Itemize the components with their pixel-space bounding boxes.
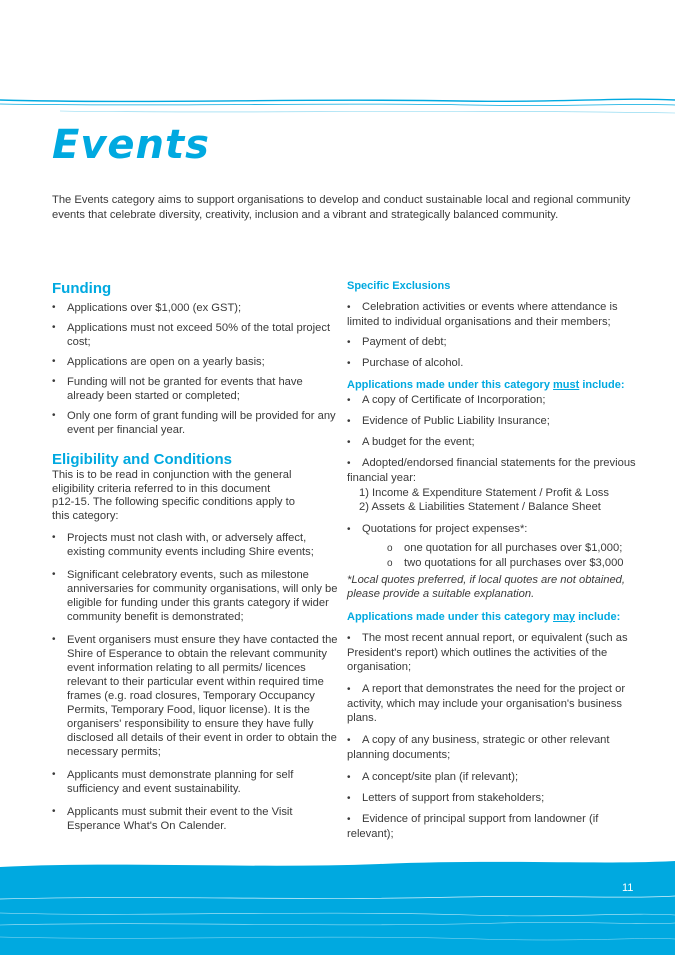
left-column	[52, 280, 342, 839]
eligibility-list	[52, 531, 342, 833]
bullet: •	[347, 416, 351, 427]
list-item-text: two quotations for all purchases over $3,000	[404, 557, 624, 569]
list-item-text: Evidence of Public Liability Insurance;	[362, 415, 550, 427]
funding-heading: Funding	[52, 280, 112, 297]
list-item-text: Purchase of alcohol.	[362, 357, 464, 369]
list-item	[347, 335, 637, 350]
bullet: •	[347, 458, 351, 469]
may-include-heading	[347, 611, 637, 623]
list-item: • Applications must not exceed 50% of the total project cost;	[52, 321, 342, 349]
intro-paragraph: The Events category aims to support organisations to develop and conduct sustainable local and regional community events that celebrate diversity, creativity, inclusion and a vibrant and strategically balanced community.	[52, 194, 631, 221]
bullet: •	[347, 684, 351, 695]
must-include-heading	[347, 379, 637, 391]
quotation-sublist	[387, 541, 637, 571]
list-item	[347, 300, 637, 329]
list-item: • Event organisers must ensure they have contacted the Shire of Esperance to obtain the relevant community event information relating to all permits/ licences relevant to their particular event within required time frames (e.g. road closures, Temporary Occupancy Permits, Temporary Food, liquor license). It is the organisers' responsibility to ensure they have fully disclosed all details of their event in order to obtain the necessary permits;	[52, 633, 342, 759]
eligibility-intro-line: this category:	[52, 509, 119, 522]
eligibility-heading: Eligibility and Conditions	[52, 451, 232, 468]
eligibility-intro-line: eligibility criteria referred to in this document	[52, 482, 271, 495]
bullet: •	[347, 793, 351, 804]
bullet: •	[347, 524, 351, 535]
heading-emphasis: may	[553, 611, 576, 623]
list-item-text: A budget for the event;	[362, 436, 475, 448]
list-item	[387, 541, 637, 556]
list-item	[347, 414, 637, 429]
eligibility-intro-line: This is to be read in conjunction with the general	[52, 469, 292, 481]
page-title: Events	[52, 122, 210, 168]
financial-statements-list	[359, 487, 637, 514]
list-item-text: Letters of support from stakeholders;	[362, 792, 545, 804]
bottom-wave-decoration	[0, 855, 675, 955]
bullet: •	[347, 437, 351, 448]
list-item	[347, 393, 637, 408]
list-item: 1) Income & Expenditure Statement / Profit & Loss	[359, 487, 609, 499]
bullet: •	[347, 814, 351, 825]
list-item: • Projects must not clash with, or adversely affect, existing community events including Shire events;	[52, 531, 342, 559]
bullet: •	[347, 337, 351, 348]
list-item: 2) Assets & Liabilities Statement / Balance Sheet	[359, 500, 601, 513]
circle-bullet: o	[387, 558, 393, 569]
circle-bullet: o	[387, 543, 393, 554]
exclusions-list	[347, 300, 637, 371]
list-item-text: Evidence of principal support from landowner (if relevant);	[347, 813, 599, 840]
list-item	[347, 456, 637, 485]
list-item-text: The most recent annual report, or equivalent (such as President's report) which outlines the activities of the organisation;	[347, 632, 628, 673]
exclusions-heading: Specific Exclusions	[347, 280, 451, 292]
quotations-list	[347, 522, 637, 537]
list-item-text: Quotations for project expenses*:	[362, 523, 528, 535]
list-item	[347, 522, 637, 537]
heading-text: include:	[579, 379, 625, 391]
quotes-note: *Local quotes preferred, if local quotes are not obtained, please provide a suitable explanation.	[347, 574, 626, 600]
list-item-text: Adopted/endorsed financial statements for the previous financial year:	[347, 457, 636, 484]
list-item	[347, 631, 637, 674]
eligibility-intro	[52, 469, 342, 523]
bullet: •	[347, 395, 351, 406]
list-item: • Funding will not be granted for events that have already been started or completed;	[52, 375, 342, 403]
list-item-text: A report that demonstrates the need for the project or activity, which may include your organisation's business plans.	[347, 683, 626, 724]
list-item-text: A concept/site plan (if relevant);	[362, 771, 519, 783]
list-item-text: one quotation for all purchases over $1,000;	[404, 542, 623, 554]
right-column	[347, 280, 637, 847]
heading-emphasis: must	[553, 379, 580, 391]
may-include-list	[347, 631, 637, 841]
list-item-text: A copy of Certificate of Incorporation;	[362, 394, 546, 406]
top-wave-decoration	[0, 88, 675, 118]
heading-text: include:	[575, 611, 621, 623]
funding-list	[52, 301, 342, 437]
list-item: • Applicants must submit their event to the Visit Esperance What's On Calender.	[52, 805, 342, 833]
list-item	[347, 791, 637, 806]
list-item-text: A copy of any business, strategic or other relevant planning documents;	[347, 734, 610, 761]
list-item	[347, 812, 637, 841]
list-item	[347, 770, 637, 785]
eligibility-intro-line: p12-15. The following specific conditions apply to	[52, 496, 295, 508]
list-item: • Applications are open on a yearly basis;	[52, 355, 342, 369]
bullet: •	[347, 302, 351, 313]
bullet: •	[347, 772, 351, 783]
bullet: •	[347, 358, 351, 369]
list-item-text: Celebration activities or events where attendance is limited to individual organisations and their members;	[347, 301, 618, 328]
page-number: 11	[622, 882, 634, 894]
list-item	[347, 682, 637, 725]
bullet: •	[347, 633, 351, 644]
list-item: • Applicants must demonstrate planning for self sufficiency and event sustainability.	[52, 768, 342, 796]
must-include-list	[347, 393, 637, 485]
list-item: • Applications over $1,000 (ex GST);	[52, 301, 342, 315]
heading-text: Applications made under this category	[347, 611, 553, 623]
list-item	[387, 556, 637, 571]
heading-text: Applications made under this category	[347, 379, 553, 391]
list-item-text: Payment of debt;	[362, 336, 447, 348]
list-item	[347, 356, 637, 371]
list-item: • Only one form of grant funding will be provided for any event per financial year.	[52, 409, 342, 437]
list-item: • Significant celebratory events, such as milestone anniversaries for community organisations, will only be eligible for funding under this grants category if wider community benefit is demonstrated;	[52, 568, 342, 624]
list-item	[347, 435, 637, 450]
bullet: •	[347, 735, 351, 746]
list-item	[347, 733, 637, 762]
